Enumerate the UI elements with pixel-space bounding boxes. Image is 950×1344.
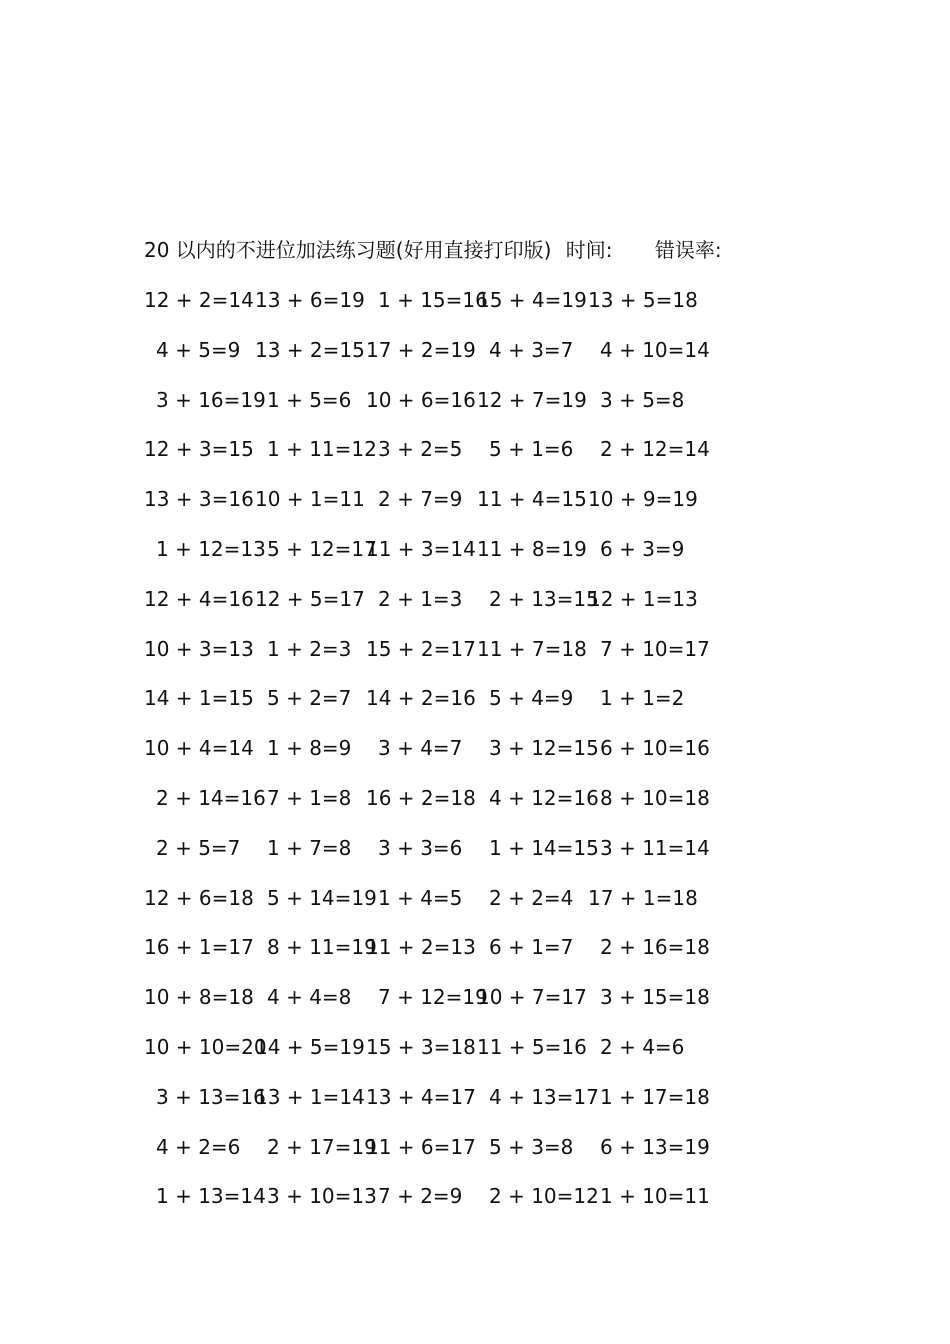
math-problem: 10 + 3=13: [144, 636, 254, 661]
math-problem: 14 + 5=19: [255, 1034, 365, 1059]
math-problem: 12 + 1=13: [588, 586, 698, 611]
math-problem: 1 + 5=6: [267, 387, 352, 412]
math-problem: 15 + 3=18: [366, 1034, 476, 1059]
problem-row: [144, 1182, 710, 1232]
math-problem: 1 + 8=9: [267, 736, 352, 761]
math-problem: 2 + 4=6: [600, 1034, 685, 1059]
math-problem: 13 + 6=19: [255, 288, 365, 312]
math-problem: 12 + 7=19: [477, 387, 587, 412]
math-problem: 7 + 10=17: [600, 636, 710, 661]
problem-row: [144, 884, 704, 934]
math-problem: 1 + 12=13: [156, 536, 266, 561]
math-problem: 1 + 11=12: [267, 437, 377, 462]
problem-grid: [144, 286, 710, 1232]
math-problem: 12 + 4=16: [144, 586, 254, 611]
math-problem: 4 + 2=6: [156, 1134, 241, 1159]
math-problem: 13 + 1=14: [255, 1084, 365, 1109]
math-problem: 10 + 6=16: [366, 387, 476, 412]
math-problem: 14 + 2=16: [366, 686, 476, 711]
math-problem: 1 + 2=3: [267, 636, 352, 661]
math-problem: 10 + 9=19: [588, 487, 698, 512]
problem-row: [144, 834, 710, 884]
problem-row: [144, 1083, 710, 1133]
math-problem: 12 + 6=18: [144, 885, 254, 910]
math-problem: 6 + 10=16: [600, 736, 710, 761]
problem-row: [144, 983, 710, 1033]
math-problem: 15 + 2=17: [366, 636, 476, 661]
math-problem: 3 + 3=6: [378, 835, 463, 860]
math-problem: 4 + 5=9: [156, 337, 241, 362]
math-problem: 3 + 16=19: [156, 387, 266, 412]
math-problem: 17 + 2=19: [366, 337, 476, 362]
math-problem: 6 + 13=19: [600, 1134, 710, 1159]
problem-row: [144, 585, 704, 635]
math-problem: 5 + 1=6: [489, 437, 574, 462]
math-problem: 4 + 3=7: [489, 337, 574, 362]
math-problem: 5 + 14=19: [267, 885, 377, 910]
math-problem: 12 + 3=15: [144, 437, 254, 462]
time-label: 时间:: [565, 238, 613, 262]
math-problem: 5 + 2=7: [267, 686, 352, 711]
problem-row: [144, 684, 704, 734]
math-problem: 3 + 5=8: [600, 387, 685, 412]
math-problem: 4 + 4=8: [267, 985, 352, 1010]
problem-row: [144, 784, 710, 834]
problem-row: [144, 1133, 710, 1183]
math-problem: 6 + 1=7: [489, 935, 574, 960]
math-problem: 11 + 7=18: [477, 636, 587, 661]
math-problem: 3 + 10=13: [267, 1184, 377, 1209]
math-problem: 3 + 15=18: [600, 985, 710, 1010]
math-problem: 2 + 17=19: [267, 1134, 377, 1159]
math-problem: 6 + 3=9: [600, 536, 685, 561]
math-problem: 11 + 6=17: [366, 1134, 476, 1159]
math-problem: 13 + 3=16: [144, 487, 254, 512]
math-problem: 8 + 10=18: [600, 785, 710, 810]
math-problem: 1 + 14=15: [489, 835, 599, 860]
math-problem: 13 + 2=15: [255, 337, 365, 362]
math-problem: 16 + 2=18: [366, 785, 476, 810]
math-problem: 3 + 11=14: [600, 835, 710, 860]
math-problem: 1 + 10=11: [600, 1184, 710, 1209]
math-problem: 1 + 4=5: [378, 885, 463, 910]
math-problem: 7 + 1=8: [267, 785, 352, 810]
math-problem: 2 + 13=15: [489, 586, 599, 611]
math-problem: 4 + 10=14: [600, 337, 710, 362]
math-problem: 1 + 1=2: [600, 686, 685, 711]
math-problem: 10 + 1=11: [255, 487, 365, 512]
math-problem: 3 + 2=5: [378, 437, 463, 462]
math-problem: 15 + 4=19: [477, 288, 587, 312]
math-problem: 10 + 10=20: [144, 1034, 267, 1059]
math-problem: 2 + 10=12: [489, 1184, 599, 1209]
math-problem: 14 + 1=15: [144, 686, 254, 711]
math-problem: 10 + 4=14: [144, 736, 254, 761]
math-problem: 3 + 13=16: [156, 1084, 266, 1109]
math-problem: 11 + 5=16: [477, 1034, 587, 1059]
math-problem: 12 + 2=14: [144, 288, 254, 312]
math-problem: 12 + 5=17: [255, 586, 365, 611]
problem-row: [144, 535, 704, 585]
math-problem: 10 + 8=18: [144, 985, 254, 1010]
error-rate-label: 错误率:: [654, 238, 722, 262]
problem-row: [144, 635, 710, 685]
math-problem: 11 + 3=14: [366, 536, 476, 561]
math-problem: 5 + 3=8: [489, 1134, 574, 1159]
worksheet-header: [144, 236, 722, 264]
problem-row: [144, 734, 710, 784]
math-problem: 10 + 7=17: [477, 985, 587, 1010]
math-problem: 2 + 12=14: [600, 437, 710, 462]
math-problem: 11 + 8=19: [477, 536, 587, 561]
math-problem: 4 + 13=17: [489, 1084, 599, 1109]
problem-row: [144, 485, 704, 535]
problem-row: [144, 1033, 704, 1083]
math-problem: 4 + 12=16: [489, 785, 599, 810]
math-problem: 5 + 4=9: [489, 686, 574, 711]
problem-row: [144, 386, 704, 436]
math-problem: 1 + 7=8: [267, 835, 352, 860]
problem-row: [144, 286, 704, 336]
worksheet-title: 20 以内的不进位加法练习题(好用直接打印版): [144, 238, 552, 262]
math-problem: 17 + 1=18: [588, 885, 698, 910]
math-problem: 2 + 16=18: [600, 935, 710, 960]
problem-row: [144, 435, 710, 485]
math-problem: 11 + 2=13: [366, 935, 476, 960]
math-problem: 16 + 1=17: [144, 935, 254, 960]
math-problem: 11 + 4=15: [477, 487, 587, 512]
math-problem: 2 + 7=9: [378, 487, 463, 512]
math-problem: 7 + 12=19: [378, 985, 488, 1010]
math-problem: 1 + 17=18: [600, 1084, 710, 1109]
math-problem: 5 + 12=17: [267, 536, 377, 561]
math-problem: 2 + 2=4: [489, 885, 574, 910]
math-problem: 3 + 12=15: [489, 736, 599, 761]
math-problem: 2 + 5=7: [156, 835, 241, 860]
math-problem: 13 + 4=17: [366, 1084, 476, 1109]
problem-row: [144, 933, 710, 983]
math-problem: 1 + 15=16: [378, 288, 488, 312]
math-problem: 8 + 11=19: [267, 935, 377, 960]
math-problem: 3 + 4=7: [378, 736, 463, 761]
math-problem: 7 + 2=9: [378, 1184, 463, 1209]
math-problem: 13 + 5=18: [588, 288, 698, 312]
math-problem: 2 + 1=3: [378, 586, 463, 611]
math-problem: 2 + 14=16: [156, 785, 266, 810]
problem-row: [144, 336, 710, 386]
math-problem: 1 + 13=14: [156, 1184, 266, 1209]
